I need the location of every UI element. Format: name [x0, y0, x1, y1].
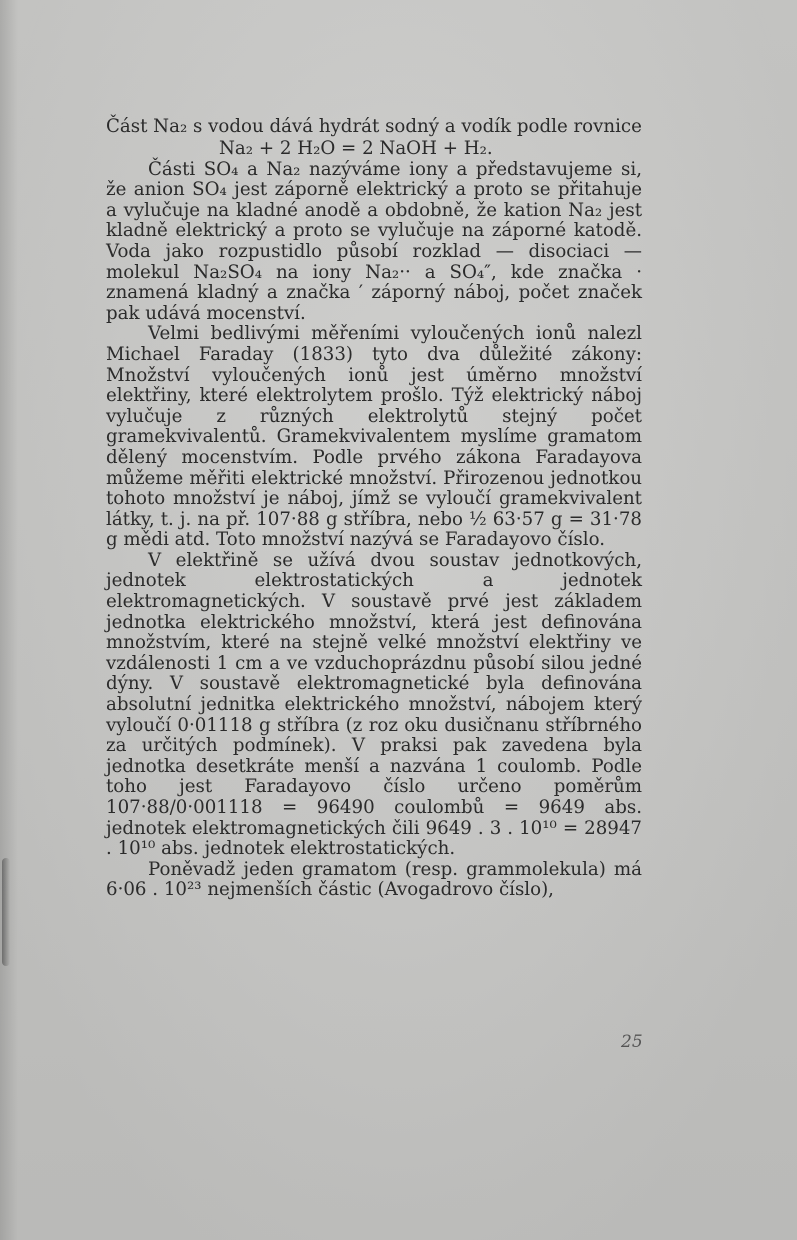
paragraph-ions: Části SO₄ a Na₂ nazýváme iony a představujeme si, že anion SO₄ jest záporně elektrický a proto se přitahuje a vylučuje na kladné anodě a obdobně, že kation Na₂ jest kladně elektrický a proto se vylučuje na záporné katodě. Voda jako rozpustidlo působí rozklad — disociaci — molekul Na₂SO₄ na iony Na₂·· a SO₄″, kde značka · znamená kladný a značka ′ záporný náboj, počet značek pak udává mocenství. [106, 158, 642, 324]
paragraph-intro: Část Na₂ s vodou dává hydrát sodný a vodík podle rovnice [106, 116, 642, 137]
paragraph-faraday: Velmi bedlivými měřeními vyloučených ionů nalezl Michael Faraday (1833) tyto dva důležité zákony: Množství vyloučených ionů jest úměrno množství elektřiny, které elektrolytem prošlo. Týž elektrický náboj vylučuje z různých elektrolytů stejný počet gramekvivalentů. Gramekvivalentem myslíme gramatom dělený mocenstvím. Podle prvého zákona Faradayova můžeme měřiti elektrické množství. Přirozenou jednotkou tohoto množství je náboj, jímž se vyloučí gramekvivalent látky, t. j. na př. 107·88 g stříbra, nebo ½ 63·57 g = 31·78 g mědi atd. Toto množství nazývá se Faradayovo číslo. [106, 323, 642, 551]
page-number: 25 [621, 1032, 643, 1052]
binding-mark [2, 858, 10, 966]
paragraph-units: V elektřině se užívá dvou soustav jednotkových, jednotek elektrostatických a jednotek elektromagnetických. V soustavě prvé jest základem jednotka elektrického množství, která jest definována množstvím, které na stejně velké množství elektřiny ve vzdálenosti 1 cm a ve vzduchoprázdnu působí silou jedné dýny. V soustavě elektromagnetické byla definována absolutní jednitka elektrického množství, nábojem který vyloučí 0·01118 g stříbra (z roz oku dusičnanu stříbrného za určitých podmínek). V praksi pak zavedena byla jednotka desetkráte menší a nazvána 1 coulomb. Podle toho jest Faradayovo číslo určeno poměrům 107·88/0·001118 = 96490 coulombů = 9649 abs. jednotek elektromagnetických čili 9649 . 3 . 10¹⁰ = 28947 . 10¹⁰ abs. jednotek elektrostatických. [106, 549, 642, 860]
equation: Na₂ + 2 H₂O = 2 NaOH + H₂. [219, 137, 493, 159]
paragraph-avogadro: Poněvadž jeden gramatom (resp. grammolekula) má 6·06 . 10²³ nejmenších částic (Avogadrovo číslo), [106, 858, 642, 901]
page-text [106, 117, 642, 901]
